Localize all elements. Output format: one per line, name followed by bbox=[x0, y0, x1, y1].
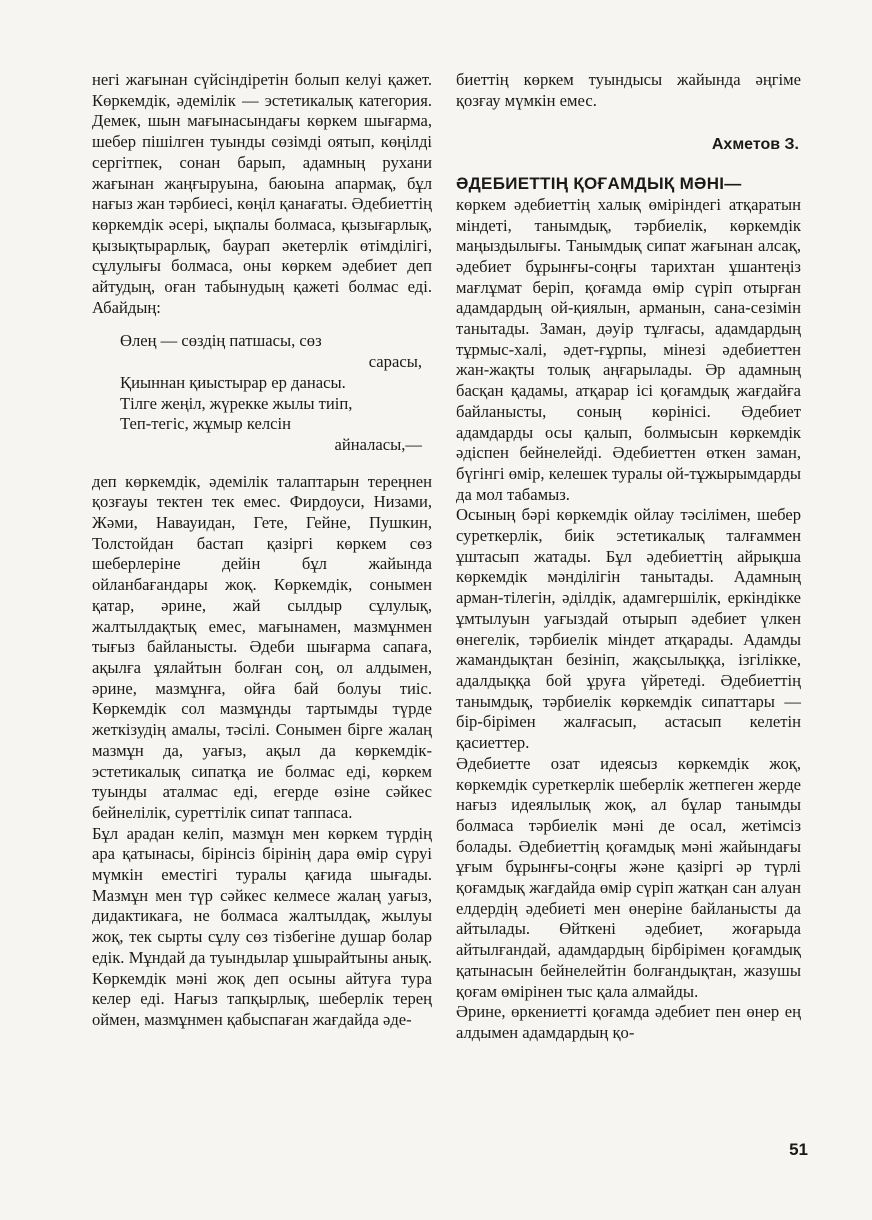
poem-line: Теп-тегіс, жұмыр келсін bbox=[120, 414, 291, 434]
paragraph: Бұл арадан келіп, мазмұн мен көркем түрдің ара қатынасы, бірінсіз бірінің дара өмір сүруі мүмкін еместігі туралы қағида шығады. Мазмұн мен түр сәйкес келмесе жалаң уағыз, дидактикаға, не болмаса жалтылдақ, жылуы жоқ, тек сырты сұлу сөз тізбегіне душар болар едік. Мұндай да туындылар ұшырайтыны анық. Көркемдік мәні жоқ деп осыны айтуға тура келер еді. Нағыз тапқырлық, шеберлік терең оймен, мазмұнмен қабыспаған жағдайда әде- bbox=[92, 823, 432, 1029]
paragraph: Әдебиетте озат идеясыз көркемдік жоқ, көркемдік суреткерлік шеберлік жетпеген жерде нағыз идеялылық жоқ, ал бұлар танымды болмаса тәрбиелік мәні де осал, жетімсіз болады. Әдебиеттің қоғамдық мәні жайындағы ұғым бұрынғы-соңғы және қазіргі әр түрлі қоғамдық жағдайда өмір сүріп жатқан сан алуан елдердің әдебиеті мен өнеріне байланысты да айтылады. Өйткені әдебиет, жоғарыда айтылғандай, адамдардың бірбірімен қоғамдық қатынасын бейнелейтін болғандықтан, жазушы қоғам өмірінен тыс қала алмайды. bbox=[456, 753, 801, 1001]
poem-quote bbox=[120, 331, 432, 455]
poem-line: сарасы, bbox=[368, 352, 422, 372]
paragraph: деп көркемдік, әдемілік талаптарын тереңнен қозғауы тектен тек емес. Фирдоуси, Низами, Жәми, Навауидан, Гете, Гейне, Пушкин, Толстойдан бастап қазіргі көркем сөз шеберлеріне дейін бұл жайында ойланбағандары жоқ. Көркемдік, сонымен қатар, әрине, жай сылдыр сұлулық, жалтылдақтық емес, мағынамен, мазмұнмен тығыз байланысты. Әдеби шығарма сапаға, ақылға ұялайтын болған соң, ол алдымен, әрине, мазмұнға, ойға бай болуы тиіс. Көркемдік сол мазмұнды тартымды түрде жеткізудің амалы, тәсілі. Сонымен бірге жалаң мазмұн да, уағыз, ақыл да көркемдік-эстетикалық сипатқа ие болмас еді, көркем туынды аталмас еді, егерде өзіне сәйкес бейнелілік, суреттілік сипат таппаса. bbox=[92, 471, 432, 822]
paragraph: негі жағынан сүйсіндіретін болып келуі қажет. Көркемдік, әдемілік — эстетикалық категория. Демек, шын мағынасындағы көркем шығарма, шебер пішілген туынды сөзімді оятып, көңілді сергітпек, сонан барып, адамның рухани жағынан жаңғыруына, баюына апармақ, бұл нағыз жан тәрбиесі, көңіл қанағаты. Әдебиеттің көркемдік әсері, ықпалы болмаса, қызығарлық, қызықтырарлық, баурап әкетерлік өтімділігі, сұлулығы болмаса, оны көркем әдебиет деп айтудың, оған табынудың қажеті болмас еді. Абайдың: bbox=[92, 70, 432, 317]
author-signature: Ахметов З. bbox=[711, 136, 799, 154]
poem-line: айналасы,— bbox=[334, 434, 422, 454]
poem-line: Қиыннан қиыстырар ер данасы. bbox=[120, 372, 346, 392]
page-number: 51 bbox=[789, 1140, 808, 1159]
paragraph: Әрине, өркениетті қоғамда әдебиет пен өнер ең алдымен адамдардың қо- bbox=[456, 1002, 801, 1042]
paragraph: биеттің көркем туындысы жайында әңгіме қозғау мүмкін емес. bbox=[456, 70, 801, 110]
poem-line: Өлең — сөздің патшасы, сөз bbox=[120, 331, 322, 351]
right-column bbox=[456, 70, 801, 1044]
entry-heading: ӘДЕБИЕТТІҢ ҚОҒАМДЫҚ МӘНІ— bbox=[456, 174, 742, 194]
left-column bbox=[92, 70, 432, 1031]
paragraph: көркем әдебиеттің халық өміріндегі атқаратын міндеті, танымдық, тәрбиелік, көркемдік маңыздылығы. Танымдық сипат жағынан алсақ, әдебиет бұрынғы-соңғы тарихтан ұшантеңіз мағлұмат беріп, қоғамда өмір сүріп отырған адамдардың ой-қиялын, арманын, сана-сезімін танытады. Заман, дәуір тұлғасы, адамдардың тұрмыс-халі, әдет-ғұрпы, мінезі әдебиеттен жан-жақты толық аңғарылады. Әр адамның басқан қадамы, атқарар ісі қоғамдық жағдайға байланысты, соның көрінісі. Әдебиет адамдарды осы қалып, болмысын көркемдік әдіспен бейнелейді. Әдебиеттен өткен заман, бүгінгі өмір, келешек туралы ой-тұжырымдарды да мол табамыз. bbox=[456, 194, 801, 504]
poem-line: Тілге жеңіл, жүрекке жылы тиіп, bbox=[120, 393, 353, 413]
paragraph: Осының бәрі көркемдік ойлау тәсілімен, шебер суреткерлік, биік эстетикалық талғаммен ұштасып жатады. Бұл әдебиеттің айрықша көркемдік мәнділігін танытады. Адамның арман-тілегін, әділдік, адамгершілік, еркіндікке ұмтылуын уағыздай отырып әдебиет үлкен өнегелік, тәрбиелік міндет атқарады. Адамды жамандықтан безініп, жақсылыққа, ізгілікке, адалдыққа бой ұруға үйретеді. Әдебиеттің танымдық, тәрбиелік көркемдік сипаттары — бір-бірімен жалғасып, астасып келетін қасиеттер. bbox=[456, 505, 801, 753]
